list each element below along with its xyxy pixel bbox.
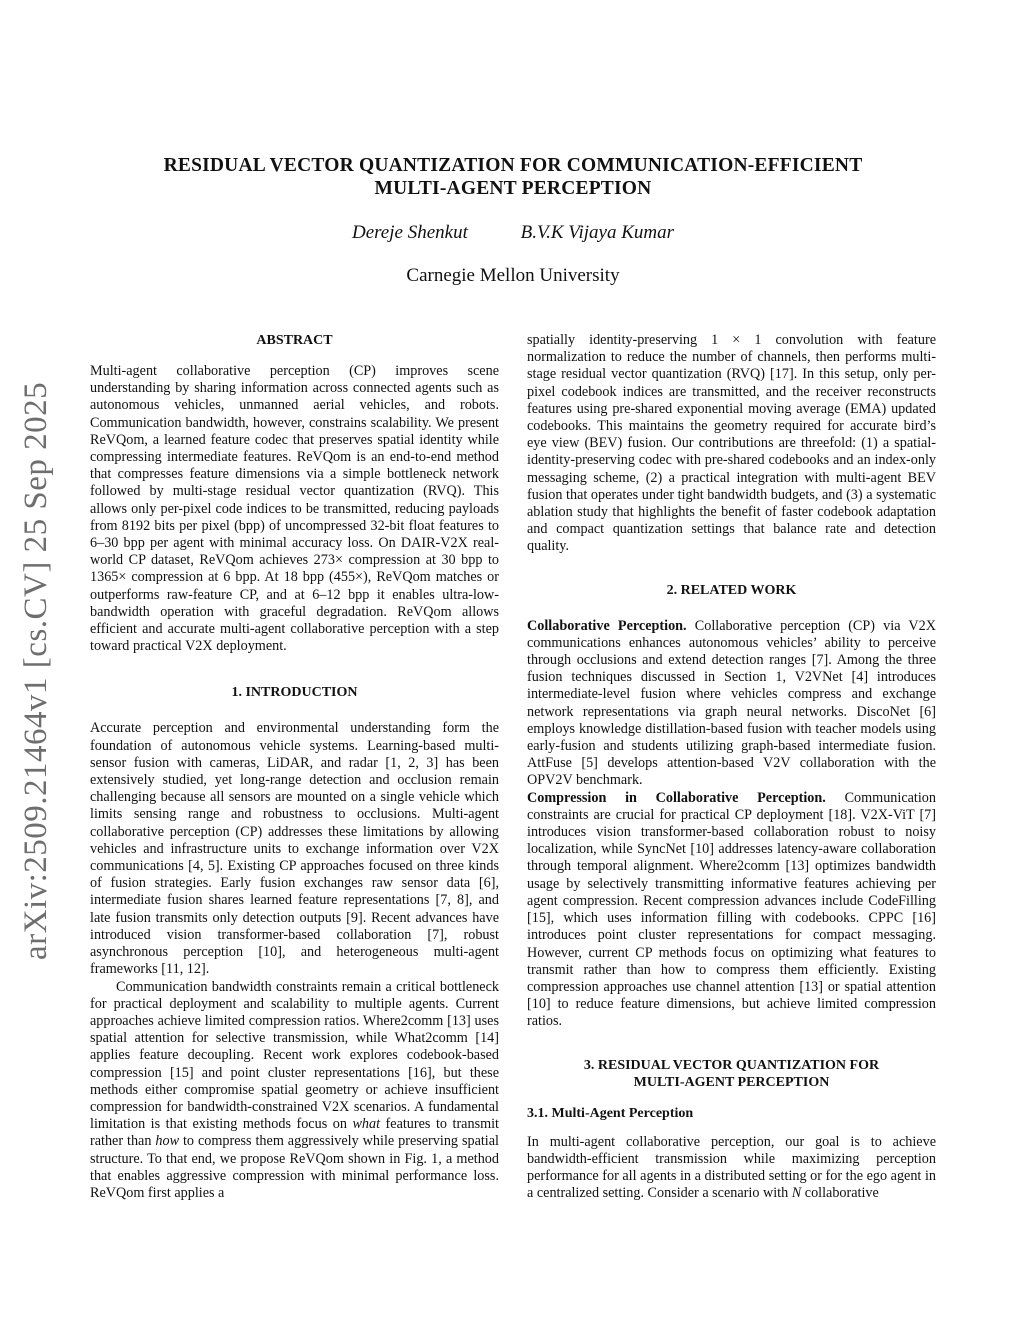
paragraph-heading: Compression in Collaborative Perception. [527, 789, 826, 806]
related-compression-paragraph: Compression in Collaborative Perception. Communication constraints are crucial for practical CP deployment [18]. V2X-ViT [7] introduces vision transformer-based collaboration robust to noisy localization, while SyncNet [10] addresses latency-aware collaboration through temporal alignment. Where2comm [13] optimizes bandwidth usage by selectively transmitting informative features achieving per agent compression. Recent compression advances include CodeFilling [15], which uses information filling with codebooks. CPPC [16] introduces point cluster representations for compact messaging. However, current CP methods focus on optimizing what features to transmit rather than how to compress them efficiently. Existing compression approaches use channel attention [13] or spatial attention [10] to reduce feature dimensions, but achieve limited compression ratios. [527, 789, 936, 1030]
abstract-text: Multi-agent collaborative perception (CP) improves scene understanding by sharing information across connected agents such as autonomous vehicles, unmanned aerial vehicles, and robots. Communication bandwidth, however, constrains scalability. We present ReVQom, a learned feature codec that preserves spatial identity while compressing intermediate features. ReVQom is an end-to-end method that compresses feature dimensions via a simple bottleneck network followed by multi-stage residual vector quantization (RVQ). This allows only per-pixel code indices to be transmitted, reducing payloads from 8192 bits per pixel (bpp) of uncompressed 32-bit float features to 6–30 bpp per agent with minimal accuracy loss. On DAIR-V2X real-world CP dataset, ReVQom achieves 273× compression at 30 bpp to 1365× compression at 6 bpp. At 18 bpp (455×), ReVQom matches or outperforms raw-feature CP, and at 6–12 bpp it enables ultra-low-bandwidth operation with graceful degradation. ReVQom allows efficient and accurate multi-agent collaborative perception with a step toward practical V2X deployment. [90, 363, 499, 655]
author-name: Dereje Shenkut [351, 222, 468, 243]
paper-title [90, 154, 936, 200]
paragraph-heading: Collaborative Perception. [527, 617, 687, 634]
section-3-1-text: In multi-agent collaborative perception, our goal is to achieve bandwidth-efficient transmission while maximizing perception performance for all agents in a distributed setting or for the ego agent in a centralized setting. Consider a scenario with N collaborative [527, 1133, 936, 1202]
abstract-heading: ABSTRACT [256, 333, 333, 348]
author-list [90, 222, 936, 244]
related-work-heading: 2. RELATED WORK [666, 582, 797, 598]
introduction-heading: 1. INTRODUCTION [231, 685, 358, 701]
intro-paragraph-1: Accurate perception and environmental understanding form the foundation of autonomous vehicle systems. Learning-based multi-sensor fusion with cameras, LiDAR, and radar [1, 2, 3] has been extensively studied, yet long-range detection and occlusion remain challenging because all sensors are mounted on a single vehicle which limits sensing range and robustness to occlusions. Multi-agent collaborative perception (CP) addresses these limitations by allowing vehicles and infrastructure units to exchange information over V2X communications [4, 5]. Existing CP approaches focused on three kinds of fusion strategies. Early fusion exchanges raw sensor data [6], intermediate fusion shares learned feature representations [7, 8], and late fusion transmits only detection outputs [9]. Recent advances have introduced vision transformer-based collaboration [7], robust asynchronous perception [10], and heterogeneous multi-agent frameworks [11, 12]. [90, 720, 499, 978]
subsection-3-1-heading: 3.1. Multi-Agent Perception [527, 1105, 694, 1121]
section-3-heading: 3. RESIDUAL VECTOR QUANTIZATION FOR MULTI-AGENT PERCEPTION [583, 1057, 880, 1090]
title-line-2: MULTI-AGENT PERCEPTION [374, 178, 652, 199]
left-column [90, 332, 499, 1202]
right-column [527, 332, 936, 1203]
affiliation: Carnegie Mellon University [406, 265, 620, 286]
intro-paragraph-2: Communication bandwidth constraints remain a critical bottleneck for practical deployment and scalability to multiple agents. Current approaches achieve limited compression ratios. Where2comm [13] uses spatial attention for selective transmission, while What2comm [14] applies feature decoupling. Recent work explores codebook-based compression [15] and point cluster representations [16], but these methods either compromise spatial geometry or achieve insufficient compression for bandwidth-constrained V2X scenarios. A fundamental limitation is that existing methods focus on what features to transmit rather than how to compress them aggressively while preserving spatial structure. To that end, we propose ReVQom shown in Fig. 1, a method that enables aggressive compression with minimal performance loss. ReVQom first applies a [90, 978, 500, 1201]
intro-continuation: spatially identity-preserving 1 × 1 convolution with feature normalization to reduce the number of channels, then performs multi-stage residual vector quantization (RVQ) [17]. In this setup, only per-pixel codebook indices are transmitted, and the receiver reconstructs features using pre-shared exponential moving average (EMA) updated codebooks. This maintains the geometry required for accurate bird’s eye view (BEV) fusion. Our contributions are threefold: (1) a spatial-identity-preserving codec with pre-shared codebooks and an index-only messaging scheme, (2) a practical integration with multi-agent BEV fusion that operates under tight bandwidth budgets, and (3) a systematic ablation study that highlights the benefit of faster codebook adaptation and compact quantization settings that balance rate and detection quality. [527, 332, 936, 555]
author-name: B.V.K Vijaya Kumar [520, 222, 675, 243]
arxiv-identifier: arXiv:2509.21464v1 [cs.CV] 25 Sep 2025 [18, 381, 54, 960]
related-cp-paragraph: Collaborative Perception. Collaborative perception (CP) via V2X communications enhances autonomous vehicles’ ability to perceive through occlusions and extend detection ranges [7]. Among the three fusion techniques discussed in Section 1, V2VNet [4] introduces intermediate-level fusion where vehicles compress and exchange network representations via graph neural networks. DiscoNet [6] employs knowledge distillation-based fusion with teacher models using early-fusion and students utilizing graph-based intermediate fusion. AttFuse [5] develops attention-based V2V collaboration with the OPV2V benchmark. [527, 617, 937, 789]
title-line-1: RESIDUAL VECTOR QUANTIZATION FOR COMMUNICATION-EFFICIENT [163, 155, 863, 176]
